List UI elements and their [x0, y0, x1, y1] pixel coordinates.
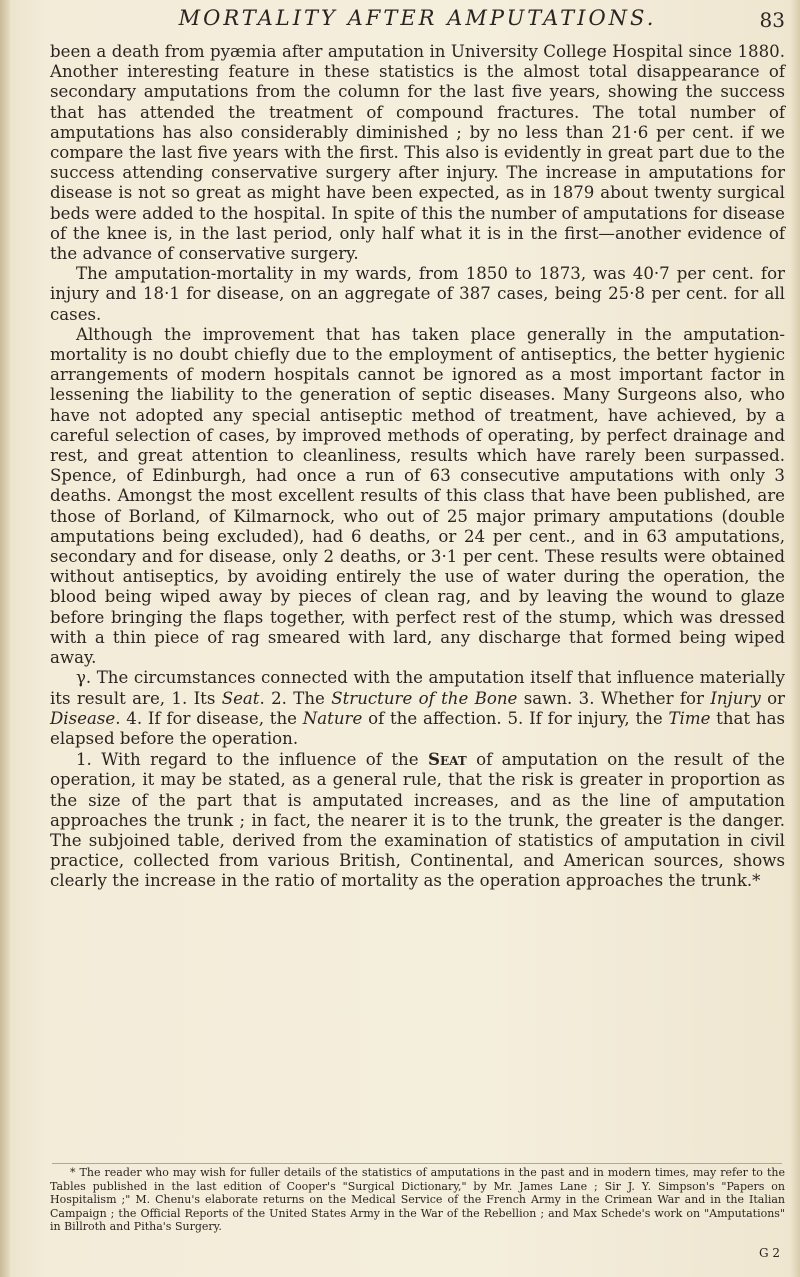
footnote	[50, 1166, 785, 1234]
text-run: . 4. If for disease, the	[115, 708, 303, 728]
text-run: of the affection. 5. If for injury, the	[362, 708, 669, 728]
paragraph: The amputation-mortality in my wards, from 1850 to 1873, was 40·7 per cent. for injury and 18·1 for disease, on an aggregate of 387 cases, being 25·8 per cent. for all cases.	[50, 264, 785, 324]
paragraph: Although the improvement that has taken place generally in the amputation-mortality is no doubt chiefly due to the employment of antiseptics, the better hygienic arrangements of modern hospitals cannot be ignored as a most important factor in lessening the liability to the generation of septic diseases. Many Surgeons also, who have not adopted any special antiseptic method of treatment, have achieved, by a careful selection of cases, by improved methods of operating, by perfect drainage and rest, and great attention to cleanliness, results which have rarely been surpassed. Spence, of Edinburgh, had once a run of 63 consecutive amputations with only 3 deaths. Amongst the most excellent results of this class that have been published, are those of Borland, of Kilmarnock, who out of 25 major primary amputations (double amputations being excluded), had 6 deaths, or 24 per cent., and in 63 amputations, secondary and for disease, only 2 deaths, or 3·1 per cent. These results were obtained without antiseptics, by avoiding entirely the use of water during the operation, the blood being wiped away by pieces of clean rag, and by leaving the wound to glaze before bringing the flaps together, with perfect rest of the stump, which was dressed with a thin piece of rag smeared with lard, any discharge that formed being wiped away.	[50, 324, 785, 668]
circumstances-paragraph	[50, 668, 785, 749]
emphasis-seat: Seat	[221, 688, 260, 708]
page-header	[50, 6, 785, 36]
text-run: or	[760, 688, 785, 708]
emphasis-nature: Nature	[302, 708, 363, 728]
text-run: that has elapsed before the operation.	[50, 708, 785, 748]
footnote-divider	[52, 1163, 782, 1164]
text-run: γ. The circumstances connected with the amputation itself that influence materially its result are, 1. Its	[50, 668, 785, 708]
page-edge	[790, 0, 800, 1277]
emphasis-injury: Injury	[710, 688, 761, 708]
text-run: 1. With regard to the influence of the	[76, 750, 428, 770]
body-text	[50, 42, 785, 892]
text-run: of amputation on the result of the operation, it may be stated, as a general rule, that the risk is greater in proportion as the size of the part that is amputated increases, and as the line of amputation approaches the trunk ; in fact, the nearer it is to the trunk, the greater is the danger. The subjoined table, derived from the examination of statistics of amputation in civil practice, collected from various British, Continental, and American sources, shows clearly the increase in the ratio of mortality as the operation approaches the trunk.*	[50, 750, 786, 891]
text-run: . 2. The	[259, 688, 332, 708]
text-run: sawn. 3. Whether for	[517, 688, 711, 708]
paragraph: been a death from pyæmia after amputation in University College Hospital since 1880. Another interesting feature in these statistics is the almost total disappearance of secondary amputations from the column for the last five years, showing the success that has attended the treatment of compound fractures. The total number of amputations has also considerably diminished ; by no less than 21·6 per cent. if we compare the last five years with the first. This also is evidently in great part due to the success attending conservative surgery after injury. The increase in amputations for disease is not so great as might have been expected, as in 1879 about twenty surgical beds were added to the hospital. In spite of this the number of amputations for disease of the knee is, in the last period, only half what it is in the first—another evidence of the advance of conservative surgery.	[50, 42, 785, 264]
seat-label: Seat	[427, 749, 467, 770]
emphasis-time: Time	[668, 708, 711, 728]
running-head: MORTALITY AFTER AMPUTATIONS.	[178, 6, 657, 30]
signature-mark: G 2	[758, 1246, 780, 1260]
footnote-text: * The reader who may wish for fuller details of the statistics of amputations in the past and in modern times, may refer to the Tables published in the last edition of Cooper's "Surgical Dictionary," by Mr. James Lane ; Sir J. Y. Simpson's "Papers on Hospitalism ;" M. Chenu's elaborate returns on the Medical Service of the French Army in the Crimean War and in the Italian Campaign ; the Official Reports of the United States Army in the War of the Rebellion ; and Max Schede's work on "Amputations" in Billroth and Pitha's Surgery.	[50, 1166, 785, 1234]
page-gutter	[0, 0, 10, 1277]
page-number: 83	[759, 8, 785, 32]
emphasis-structure: Structure of the Bone	[331, 688, 518, 708]
seat-paragraph	[50, 749, 785, 891]
emphasis-disease: Disease	[50, 708, 116, 728]
